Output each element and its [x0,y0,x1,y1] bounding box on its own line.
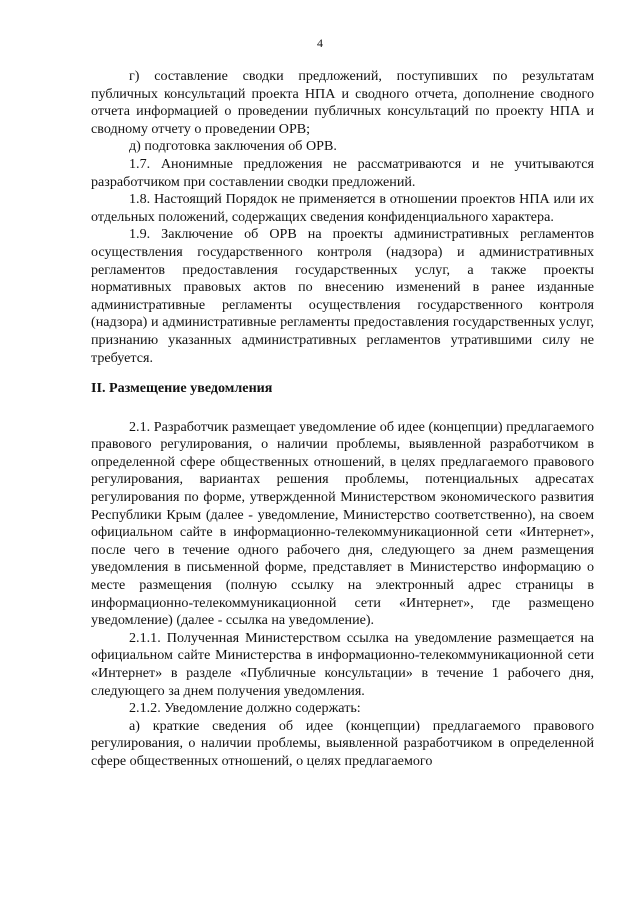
paragraph-a: а) краткие сведения об идее (концепции) предлагаемого правового регулирования, о наличии проблемы, выявленной разработчиком в определенной сфере общественных отношений, о целях предлагаемого [91,717,594,769]
paragraph-2-1-2: 2.1.2. Уведомление должно содержать: [129,700,361,717]
section-heading: II. Размещение уведомления [91,380,273,397]
paragraph-2-1: 2.1. Разработчик размещает уведомление об идее (концепции) предлагаемого правового регулирования, о наличии проблемы, выявленной разработчиком в определенной сфере общественных отношений, в целях предлагаемого правового регулирования, вариантах решения проблемы, потенциальных адресатах регулирования по форме, утвержденной Министерством экономического развития Республики Крым (далее - уведомление, Министерство соответственно), на своем официальном сайте в информационно-телекоммуникационной сети «Интернет», после чего в течение одного рабочего дня, следующего за днем размещения уведомления в письменной форме, представляет в Министерство информацию о месте размещения (полную ссылку на электронный адрес страницы в информационно-телекоммуникационной сети «Интернет», где размещено уведомление) (далее - ссылка на уведомление). [91,418,594,629]
document-body [91,68,594,771]
paragraph-1-8: 1.8. Настоящий Порядок не применяется в отношении проектов НПА или их отдельных положений, содержащих сведения конфиденциального характера. [91,191,594,225]
paragraph-1-7: 1.7. Анонимные предложения не рассматриваются и не учитываются разработчиком при составлении сводки предложений. [91,155,594,190]
paragraph-1-9: 1.9. Заключение об ОРВ на проекты административных регламентов осуществления государственного контроля (надзора) и административных регламентов предоставления государственных услуг, а также проекты нормативных правовых актов по внесению изменений в ранее изданные административные регламенты осуществления государственного контроля (надзора) и административные регламенты предоставления государственных услуг, признанию указанных административных регламентов утратившими силу не требуется. [91,226,594,366]
paragraph-g: г) составление сводки предложений, поступивших по результатам публичных консультаций проекта НПА и сводного отчета, дополнение сводного отчета информацией о проведении публичных консультаций по проекту НПА и сводному отчету о проведении ОРВ; [91,68,594,137]
page-number: 4 [317,36,323,50]
paragraph-2-1-1: 2.1.1. Полученная Министерством ссылка на уведомление размещается на официальном сайте Министерства в информационно-телекоммуникационной сети «Интернет» в разделе «Публичные консультации» в течение 1 рабочего дня, следующего за днем получения уведомления. [91,629,594,699]
paragraph-d: д) подготовка заключения об ОРВ. [129,138,337,155]
